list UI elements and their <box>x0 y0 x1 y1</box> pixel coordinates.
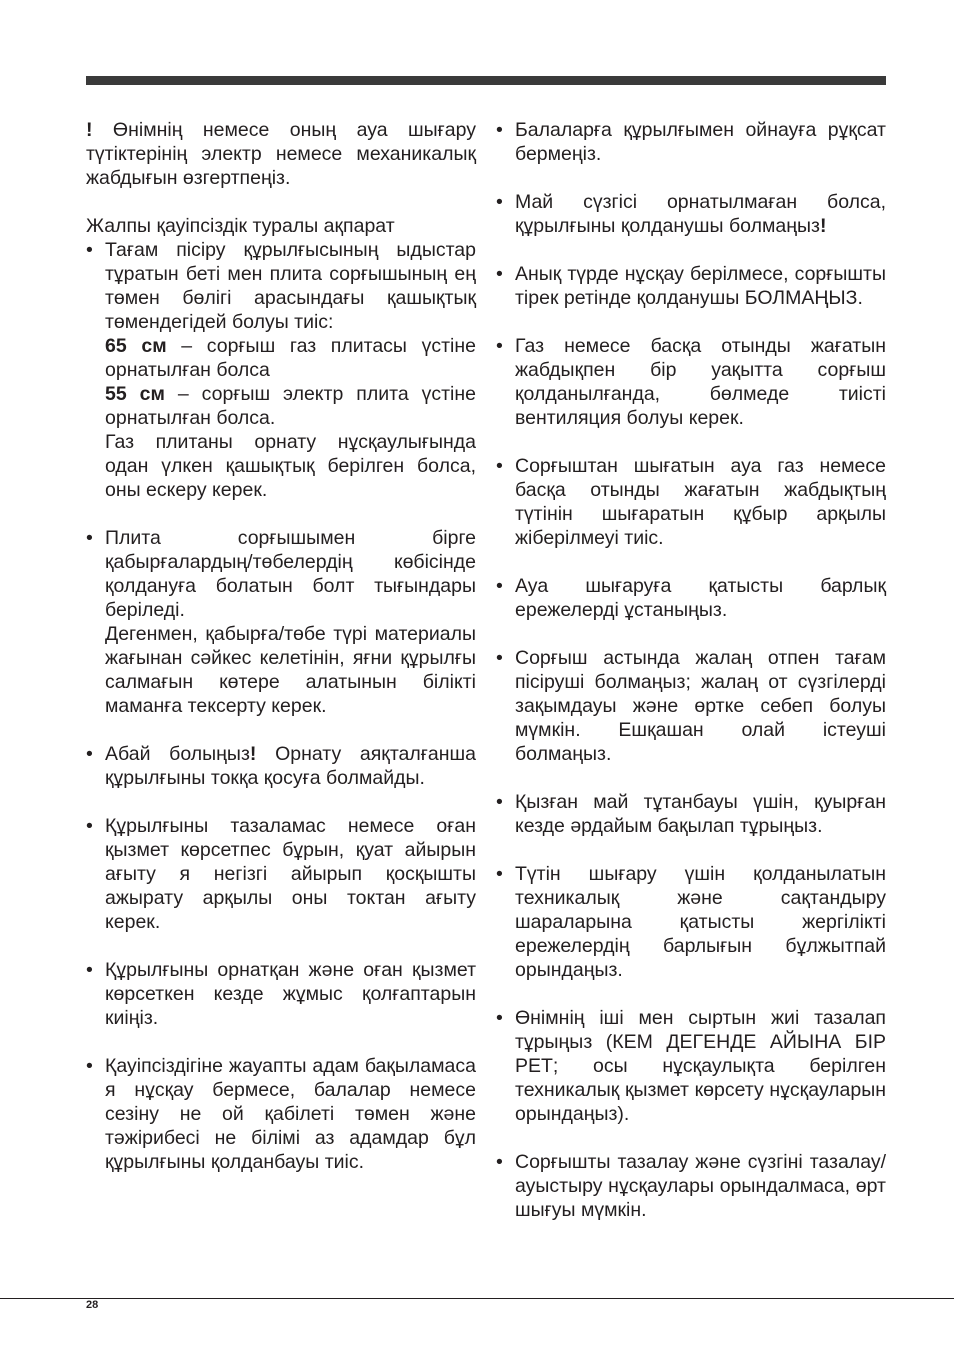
exclamation-icon: ! <box>86 119 93 141</box>
right-column <box>496 118 886 1222</box>
bullet-icon: • <box>496 455 503 477</box>
bullet-icon: • <box>496 575 503 597</box>
list-item: • Сорғышты тазалау және сүзгіні тазалау/ауыстыру нұсқаулары орындалмаса, өрт шығуы мүмкін. <box>496 1151 886 1221</box>
list-item: • Құрылғыны орнатқан және оған қызмет көрсеткен кезде жұмыс қолғаптарын киіңіз. <box>86 959 476 1029</box>
exclamation-icon: ! <box>819 215 827 237</box>
bullet-icon: • <box>496 647 503 669</box>
bullet-icon: • <box>496 191 503 213</box>
footer-rule <box>0 1298 954 1299</box>
bullet-icon: • <box>86 743 93 765</box>
bullet-icon: • <box>86 239 93 261</box>
distance-electric: 55 см – сорғыш электр плита үстіне орнатылған болса. <box>105 383 476 429</box>
bullet-icon: • <box>86 959 93 981</box>
list-item: • Құрылғыны тазаламас немесе оған қызмет көрсетпес бұрын, қуат айырын ағыту я негізгі айырып қосқышты ажырату арқылы оны токтан ағыту керек. <box>86 815 476 933</box>
list-item: • Анық түрде нұсқау берілмесе, сорғышты тірек ретінде қолданушы БОЛМАҢЫЗ. <box>496 263 886 309</box>
list-item: • Қауіпсіздігіне жауапты адам бақыламаса я нұсқау бермесе, балалар немесе сезіну не ой қабілеті төмен және тәжірибесі не білімі аз адамдар бұл құрылғыны қолданбауы тиіс. <box>86 1055 476 1173</box>
list-item: • Плита сорғышымен бірге қабырғалардың/төбелердің көбісінде қолдануға болатын болт тығындары беріледі. Дегенмен, қабырға/төбе түрі материалы жағынан сәйкес келетінін, яғни құрылғы салмағын көтере алатынын білікті маманға тексерту керек. <box>86 527 476 717</box>
list-item <box>86 238 476 502</box>
distance-note: Газ плитаны орнату нұсқаулығында одан үлкен қашықтық берілген болса, оны ескеру керек. <box>105 431 476 501</box>
list-item: • Абай болыңыз! Орнату аяқталғанша құрылғыны токқа қосуға болмайды. <box>86 743 476 789</box>
list-item: • Газ немесе басқа отынды жағатын жабдықпен бір уақытта сорғыш қолданылғанда, бөлмеде тиісті вентиляция болуы керек. <box>496 335 886 429</box>
warning-paragraph: ! Өнімнің немесе оның ауа шығару түтіктерінің электр немесе механикалық жабдығын өзгертпеңіз. <box>86 119 476 189</box>
bullet-icon: • <box>496 1151 503 1173</box>
list-item: • Түтін шығару үшін қолданылатын техникалық және сақтандыру шараларына қатысты жергілікті ережелердің барлығын бұлжытпай орындаңыз. <box>496 863 886 981</box>
header-rule <box>86 76 886 85</box>
list-item: • Қызған май тұтанбауы үшін, қуырған кезде әрдайым бақылап тұрыңыз. <box>496 791 886 837</box>
bullet-icon: • <box>86 815 93 837</box>
bullet-icon: • <box>496 263 503 285</box>
bullet-icon: • <box>86 527 93 549</box>
bullet-icon: • <box>86 1055 93 1077</box>
section-heading: Жалпы қауіпсіздік туралы ақпарат <box>86 215 395 237</box>
bullet-icon: • <box>496 119 503 141</box>
list-item: • Балаларға құрылғымен ойнауға рұқсат бермеңіз. <box>496 119 886 165</box>
bullet-icon: • <box>496 863 503 885</box>
bullet-icon: • <box>496 791 503 813</box>
exclamation-icon: ! <box>249 743 257 765</box>
distance-intro: Тағам пісіру құрылғысының ыдыстар тұратын беті мен плита сорғышының ең төмен бөлігі арасындағы қашықтық төмендегідей болуы тиіс: <box>105 239 476 333</box>
list-item: • Өнімнің іші мен сыртын жиі тазалап тұрыңыз (КЕМ ДЕГЕНДЕ АЙЫНА БІР РЕТ; осы нұсқаулықта берілген техникалық қызмет көрсету нұсқауларын орындаңыз). <box>496 1007 886 1125</box>
list-item: • Ауа шығаруға қатысты барлық ережелерді ұстаныңыз. <box>496 575 886 621</box>
list-item: • Сорғыштан шығатын ауа газ немесе басқа отынды жағатын жабдықтың түтінін шығаратын құбыр арқылы жіберілмеуі тиіс. <box>496 455 886 549</box>
left-column <box>86 118 476 1174</box>
bullet-icon: • <box>496 335 503 357</box>
bullet-icon: • <box>496 1007 503 1029</box>
page-number: 28 <box>86 1299 99 1311</box>
distance-gas: 65 см – сорғыш газ плитасы үстіне орнатылған болса <box>105 335 476 381</box>
list-item: • Сорғыш астында жалаң отпен тағам пісіруші болмаңыз; жалаң от сүзгілерді зақымдауы және өртке себеп болуы мүмкін. Ешқашан олай істеуші болмаңыз. <box>496 647 886 765</box>
list-item: • Май сүзгісі орнатылмаған болса, құрылғыны қолданушы болмаңыз! <box>496 191 886 237</box>
